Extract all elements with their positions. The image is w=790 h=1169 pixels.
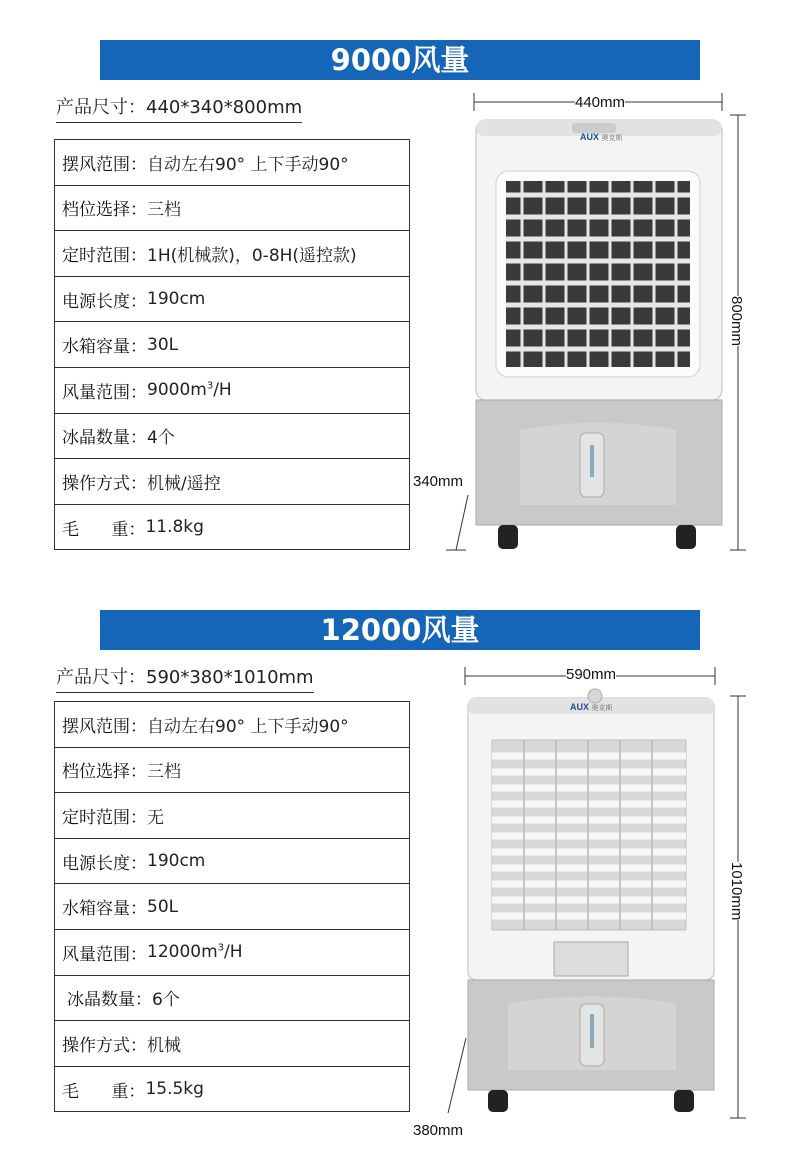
spec-value — [147, 380, 232, 400]
spec-value: 4个 — [147, 428, 175, 449]
brand-name: AUX — [570, 702, 590, 712]
spec-row — [55, 459, 409, 505]
spec-key: 电源长度： — [62, 291, 147, 312]
spec-value: 自动左右90° 上下手动90° — [147, 154, 349, 175]
spec-value: 190cm — [147, 289, 206, 310]
spec-key: 定时范围： — [62, 245, 147, 266]
spec-row — [55, 702, 409, 748]
spec-value: 11.8kg — [145, 517, 204, 538]
height-label: 800mm — [728, 296, 745, 347]
spec-row — [55, 884, 409, 930]
spec-row — [55, 505, 409, 551]
spec-row — [55, 414, 409, 460]
air-cooler-image — [440, 85, 760, 560]
spec-key: 定时范围： — [62, 807, 147, 828]
spec-value: 无 — [147, 807, 164, 828]
spec-value: 15.5kg — [145, 1079, 204, 1100]
brand-name: AUX — [580, 132, 600, 142]
section-banner: 9000风量 — [100, 40, 700, 80]
brand-name-cn: 奥克斯 — [591, 705, 613, 712]
spec-value: 自动左右90° 上下手动90° — [147, 716, 349, 737]
spec-key: 电源长度： — [62, 853, 147, 874]
brand-name-cn: 奥克斯 — [601, 135, 623, 142]
spec-key: 风量范围： — [62, 944, 147, 965]
spec-table — [54, 139, 410, 550]
spec-value: 30L — [147, 334, 179, 355]
spec-value: 1H(机械款)，0-8H(遥控款) — [147, 245, 357, 266]
spec-key: 毛 重： — [62, 519, 146, 540]
spec-value-main: 12000m — [147, 942, 218, 963]
product-dimensions — [56, 663, 314, 693]
dimensions-value: 440*340*800mm — [146, 97, 303, 118]
spec-row — [55, 368, 409, 414]
spec-value — [147, 942, 243, 962]
brand-logo — [580, 132, 623, 143]
depth-label: 380mm — [413, 1122, 464, 1139]
section-banner: 12000风量 — [100, 610, 700, 650]
spec-table — [54, 701, 410, 1112]
spec-value-sup: 3 — [217, 942, 225, 954]
dimensions-label: 产品尺寸： — [56, 667, 146, 688]
air-cooler-image — [440, 658, 760, 1120]
spec-row — [55, 839, 409, 885]
product-dimensions — [56, 93, 302, 123]
spec-row — [55, 277, 409, 323]
spec-key: 水箱容量： — [62, 337, 147, 358]
spec-row — [55, 1021, 409, 1067]
spec-key: 风量范围： — [62, 382, 147, 403]
spec-key: 操作方式： — [62, 1035, 147, 1056]
spec-key: 冰晶数量： — [62, 428, 147, 449]
spec-key: 水箱容量： — [62, 899, 147, 920]
spec-row — [55, 748, 409, 794]
brand-logo — [570, 702, 613, 713]
spec-value: 190cm — [147, 851, 206, 872]
dimensions-value: 590*380*1010mm — [146, 667, 314, 688]
spec-row — [55, 186, 409, 232]
spec-row — [55, 1067, 409, 1113]
spec-row — [55, 930, 409, 976]
spec-value-main: 9000m — [147, 380, 207, 401]
spec-key: 毛 重： — [62, 1081, 146, 1102]
spec-value-sup: 3 — [206, 380, 214, 392]
width-label: 440mm — [575, 94, 626, 111]
spec-value: 三档 — [147, 762, 181, 783]
spec-key: 档位选择： — [62, 762, 147, 783]
spec-row — [55, 322, 409, 368]
depth-label: 340mm — [413, 473, 464, 490]
spec-key: 摆风范围： — [62, 716, 147, 737]
spec-value: 6个 — [152, 990, 180, 1011]
spec-row — [55, 976, 409, 1022]
spec-row — [55, 231, 409, 277]
spec-value: 50L — [147, 896, 179, 917]
dimensions-label: 产品尺寸： — [56, 97, 146, 118]
spec-value: 三档 — [147, 200, 181, 221]
spec-row — [55, 793, 409, 839]
spec-key: 操作方式： — [62, 473, 147, 494]
spec-row — [55, 140, 409, 186]
spec-key: 档位选择： — [62, 200, 147, 221]
spec-value-suffix: /H — [213, 380, 232, 401]
width-label: 590mm — [566, 666, 617, 683]
spec-key: 摆风范围： — [62, 154, 147, 175]
spec-value: 机械/遥控 — [147, 473, 221, 494]
height-label: 1010mm — [728, 862, 745, 921]
spec-value: 机械 — [147, 1035, 181, 1056]
spec-key: 冰晶数量： — [67, 990, 152, 1011]
spec-value-suffix: /H — [224, 942, 243, 963]
